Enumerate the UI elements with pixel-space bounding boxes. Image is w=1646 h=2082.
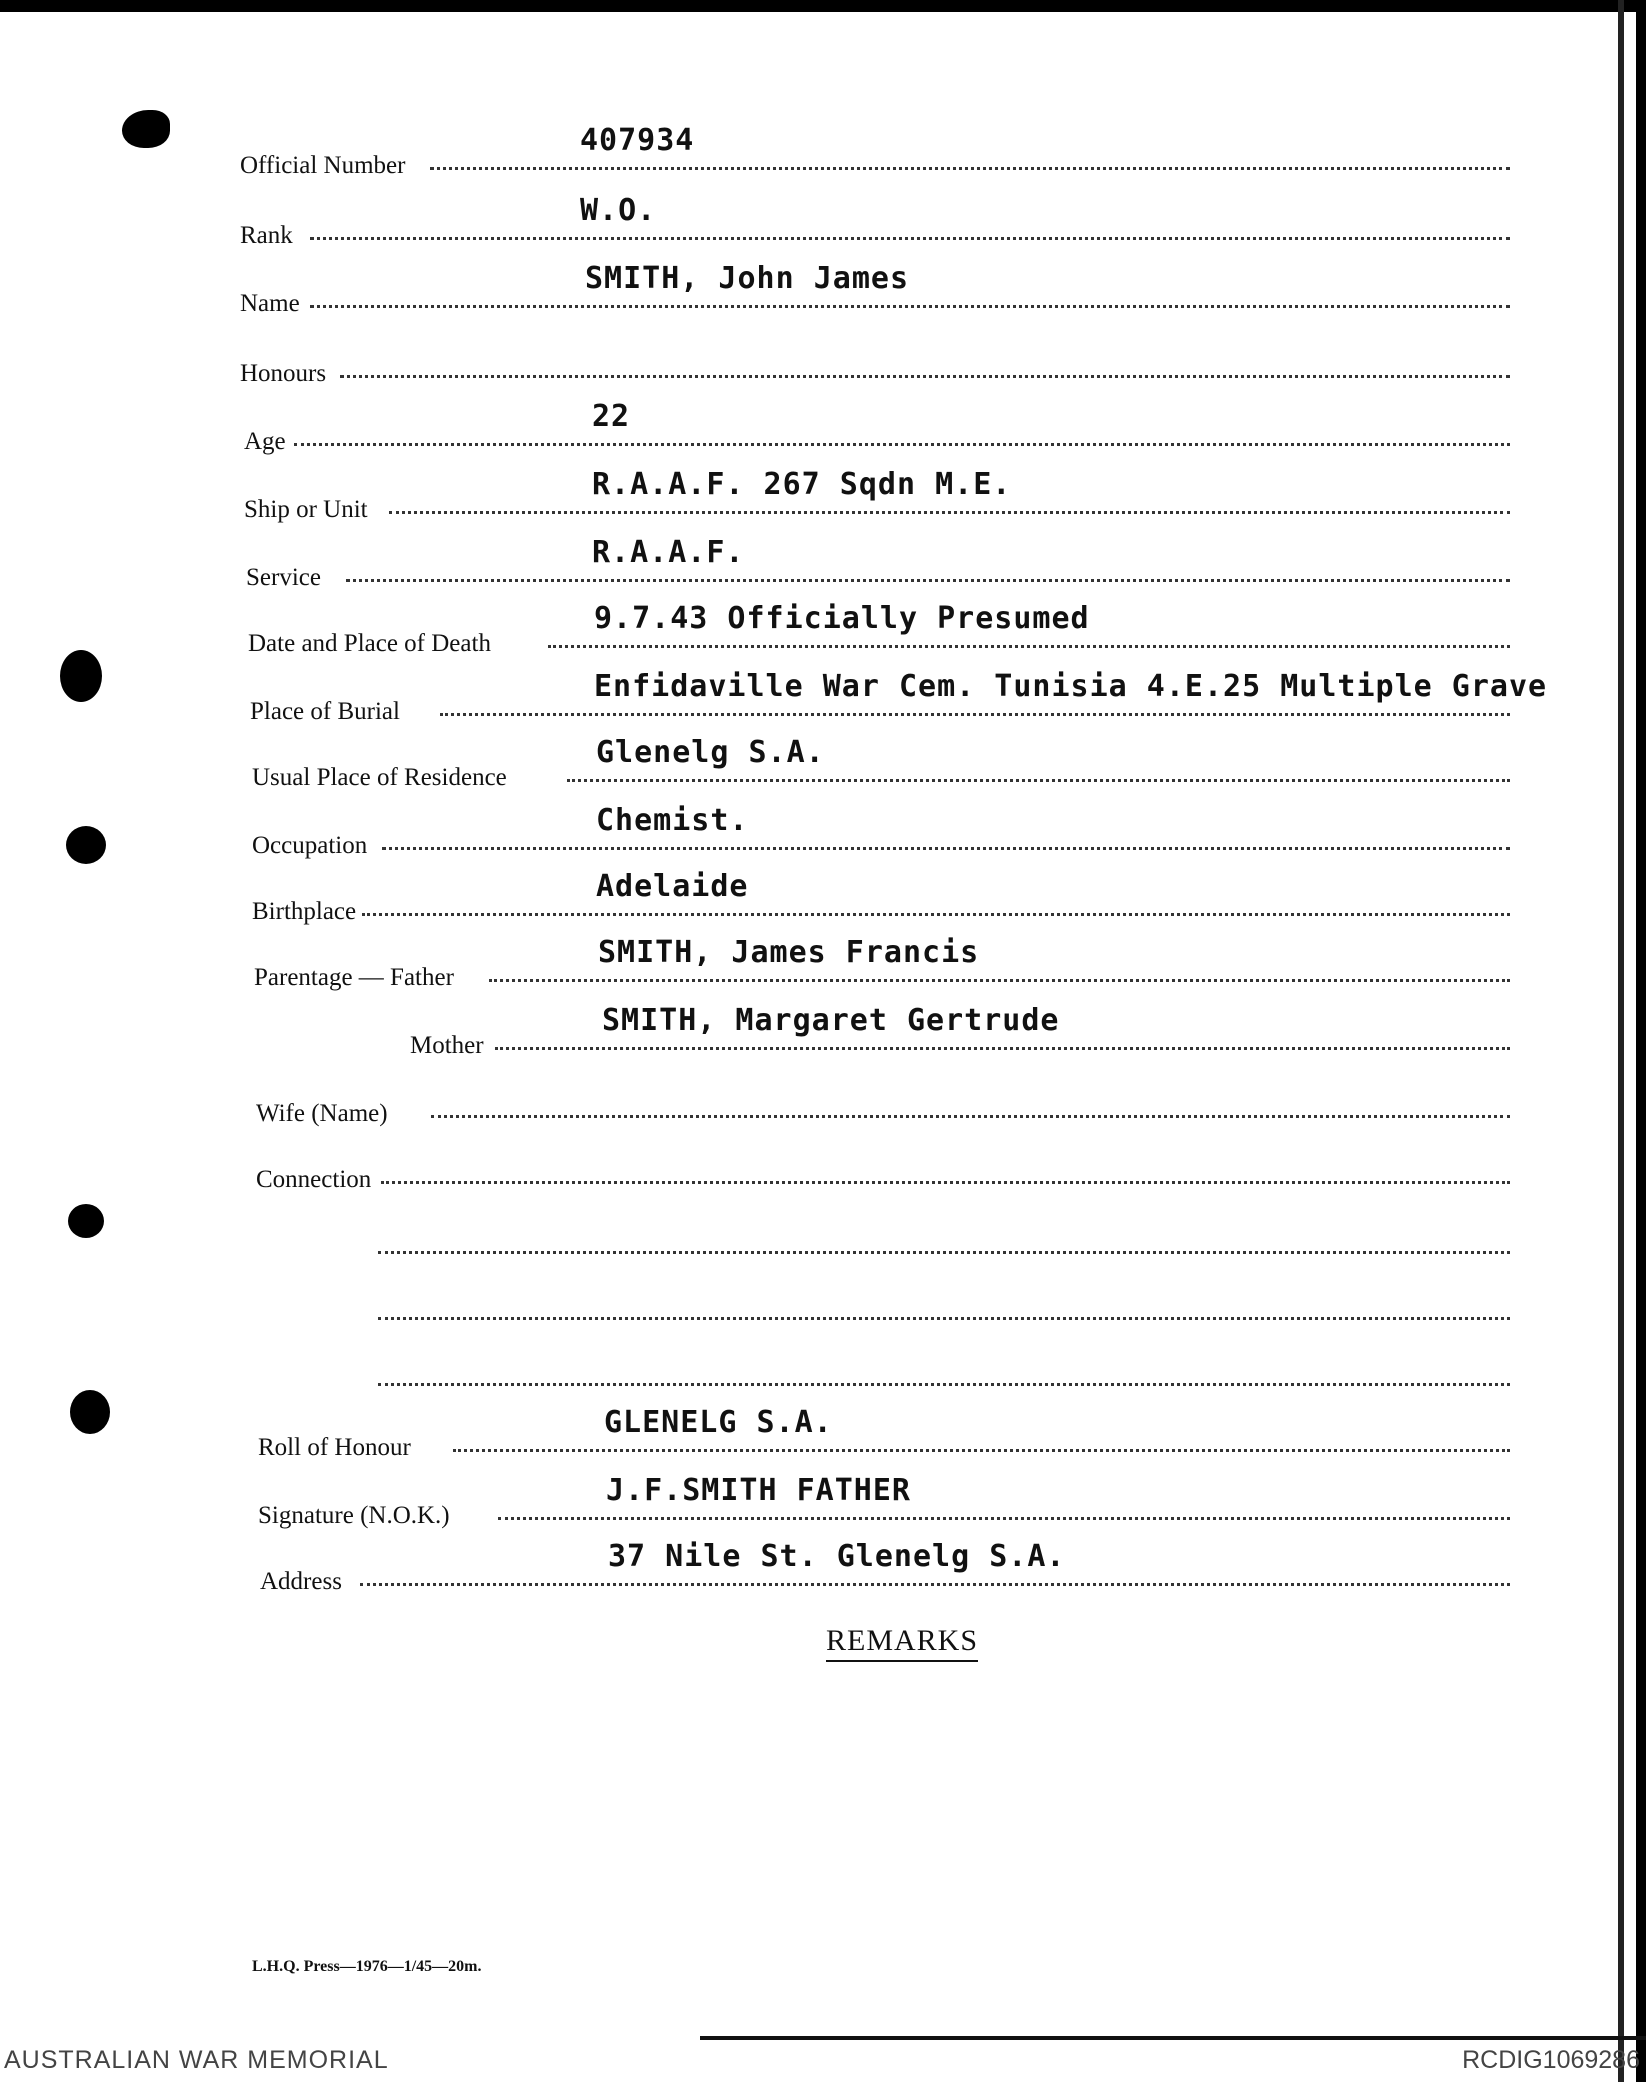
form-field-row [0, 396, 1646, 456]
dotted-line [548, 645, 1510, 648]
field-label: Age [244, 428, 286, 455]
form-field-row [0, 666, 1646, 726]
form-field-row [0, 1470, 1646, 1530]
credit-text: AUSTRALIAN WAR MEMORIAL [4, 2046, 389, 2074]
field-value: J.F.SMITH FATHER [606, 1473, 911, 1508]
field-value: 22 [592, 399, 631, 434]
dotted-line [431, 1115, 1510, 1118]
field-label: Birthplace [252, 898, 357, 925]
form-field-row [0, 1402, 1646, 1462]
dotted-line [489, 979, 1510, 982]
field-value: Adelaide [596, 869, 749, 904]
form-field-row [0, 1068, 1646, 1128]
field-label: Rank [240, 222, 293, 249]
dotted-line [382, 847, 1510, 850]
field-label: Roll of Honour [258, 1434, 411, 1461]
dotted-line [294, 443, 1510, 446]
field-value: Enfidaville War Cem. Tunisia 4.E.25 Multiple Grave [594, 669, 1548, 704]
field-value: 9.7.43 Officially Presumed [594, 601, 1090, 636]
form-field-row [0, 1336, 1646, 1396]
field-label: Name [240, 290, 300, 317]
form-field-row [0, 190, 1646, 250]
form-field-row [0, 532, 1646, 592]
field-label: Official Number [240, 152, 406, 179]
dotted-line [340, 375, 1510, 378]
field-label: Service [246, 564, 321, 591]
form-field-row [0, 328, 1646, 388]
form-field-row [0, 932, 1646, 992]
dotted-line [378, 1251, 1510, 1254]
form-field-row [0, 1204, 1646, 1264]
field-label: Ship or Unit [244, 496, 368, 523]
form-field-row [0, 1134, 1646, 1194]
field-value: SMITH, John James [585, 261, 910, 296]
scan-bottom-edge [700, 2036, 1646, 2040]
form-field-row [0, 732, 1646, 792]
dotted-line [362, 913, 1510, 916]
dotted-line [453, 1449, 1510, 1452]
dotted-line [378, 1317, 1510, 1320]
field-label: Honours [240, 360, 327, 387]
field-label: Wife (Name) [256, 1100, 388, 1127]
form-field-row [0, 598, 1646, 658]
dotted-line [310, 305, 1510, 308]
field-label: Usual Place of Residence [252, 764, 507, 791]
form-field-row [0, 1536, 1646, 1596]
dotted-line [378, 1383, 1510, 1386]
field-value: W.O. [580, 193, 657, 228]
dotted-line [346, 579, 1510, 582]
field-label: Parentage — Father [254, 964, 454, 991]
field-value: 407934 [580, 123, 695, 158]
field-value: GLENELG S.A. [604, 1405, 833, 1440]
dotted-line [310, 237, 1510, 240]
reference-number: RCDIG1069286 [1462, 2046, 1640, 2074]
field-label: Date and Place of Death [248, 630, 491, 657]
field-label: Address [260, 1568, 342, 1595]
dotted-line [498, 1517, 1510, 1520]
dotted-line [567, 779, 1510, 782]
dotted-line [430, 167, 1510, 170]
form-field-row [0, 866, 1646, 926]
form-field-row [0, 120, 1646, 180]
form-field-row [0, 1270, 1646, 1330]
field-value: Chemist. [596, 803, 749, 838]
field-label: Occupation [252, 832, 368, 859]
field-value: R.A.A.F. 267 Sqdn M.E. [592, 467, 1012, 502]
scan-top-border [0, 0, 1646, 12]
dotted-line [360, 1583, 1510, 1586]
dotted-line [440, 713, 1510, 716]
field-label: Connection [256, 1166, 372, 1193]
field-label: Signature (N.O.K.) [258, 1502, 450, 1529]
field-value: 37 Nile St. Glenelg S.A. [608, 1539, 1066, 1574]
form-field-row [0, 1000, 1646, 1060]
field-label: Mother [410, 1032, 484, 1059]
remarks-heading: REMARKS [826, 1624, 978, 1662]
dotted-line [389, 511, 1510, 514]
field-value: SMITH, James Francis [598, 935, 980, 970]
dotted-line [495, 1047, 1510, 1050]
dotted-line [381, 1181, 1510, 1184]
field-value: SMITH, Margaret Gertrude [602, 1003, 1060, 1038]
form-field-row [0, 800, 1646, 860]
print-code: L.H.Q. Press—1976—1/45—20m. [252, 1958, 482, 1975]
form-field-row [0, 464, 1646, 524]
form-field-row [0, 258, 1646, 318]
field-value: R.A.A.F. [592, 535, 745, 570]
field-value: Glenelg S.A. [596, 735, 825, 770]
field-label: Place of Burial [250, 698, 400, 725]
